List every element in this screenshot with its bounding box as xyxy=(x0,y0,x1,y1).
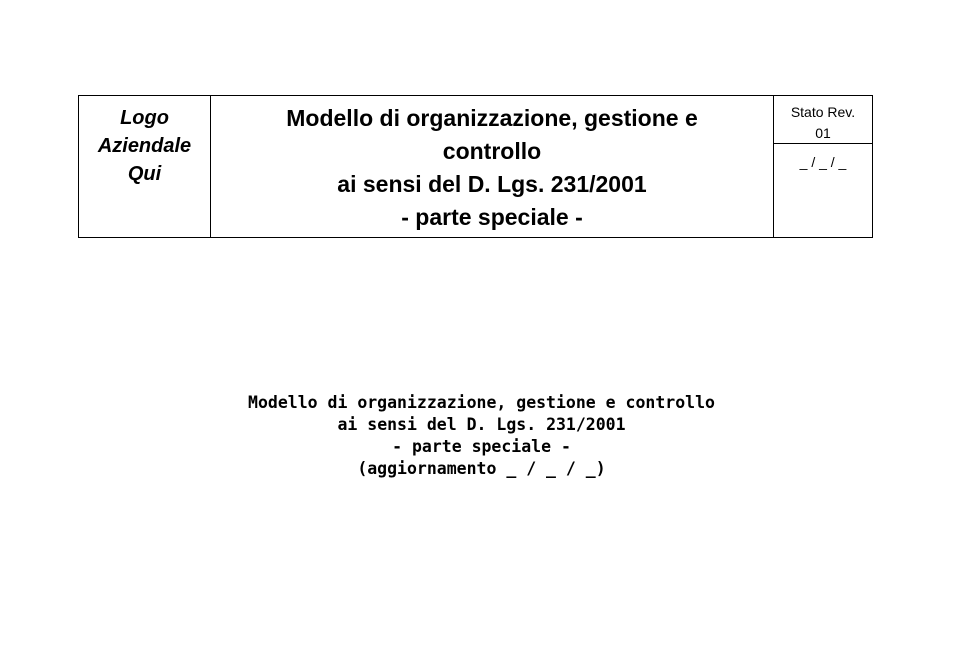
cover-title-line: ai sensi del D. Lgs. 231/2001 xyxy=(337,415,626,434)
header-title-line: ai sensi del D. Lgs. 231/2001 xyxy=(337,171,647,197)
logo-line: Logo xyxy=(120,107,169,129)
header-title-line: - parte speciale - xyxy=(401,204,583,230)
header-title xyxy=(211,96,773,234)
header-title-line: Modello di organizzazione, gestione e xyxy=(286,105,698,131)
header-title-line: controllo xyxy=(442,138,542,164)
cover-update-line: (aggiornamento _ / _ / _) xyxy=(357,459,606,478)
revision-label xyxy=(774,96,872,143)
revision-number: 01 xyxy=(815,125,831,141)
logo-line: Qui xyxy=(127,163,162,185)
cover-title-line: - parte speciale - xyxy=(392,437,571,456)
logo-line: Aziendale xyxy=(97,135,192,157)
cover-title-line: Modello di organizzazione, gestione e controllo xyxy=(248,393,715,412)
document-header-table xyxy=(78,95,873,238)
logo-cell xyxy=(79,96,211,238)
revision-label-line: Stato Rev. xyxy=(790,104,856,120)
company-logo-placeholder xyxy=(79,96,210,188)
title-cell xyxy=(211,96,774,238)
revision-date: _ / _ / _ xyxy=(799,154,847,170)
document-cover-title xyxy=(0,392,963,480)
revision-cell xyxy=(774,96,873,238)
